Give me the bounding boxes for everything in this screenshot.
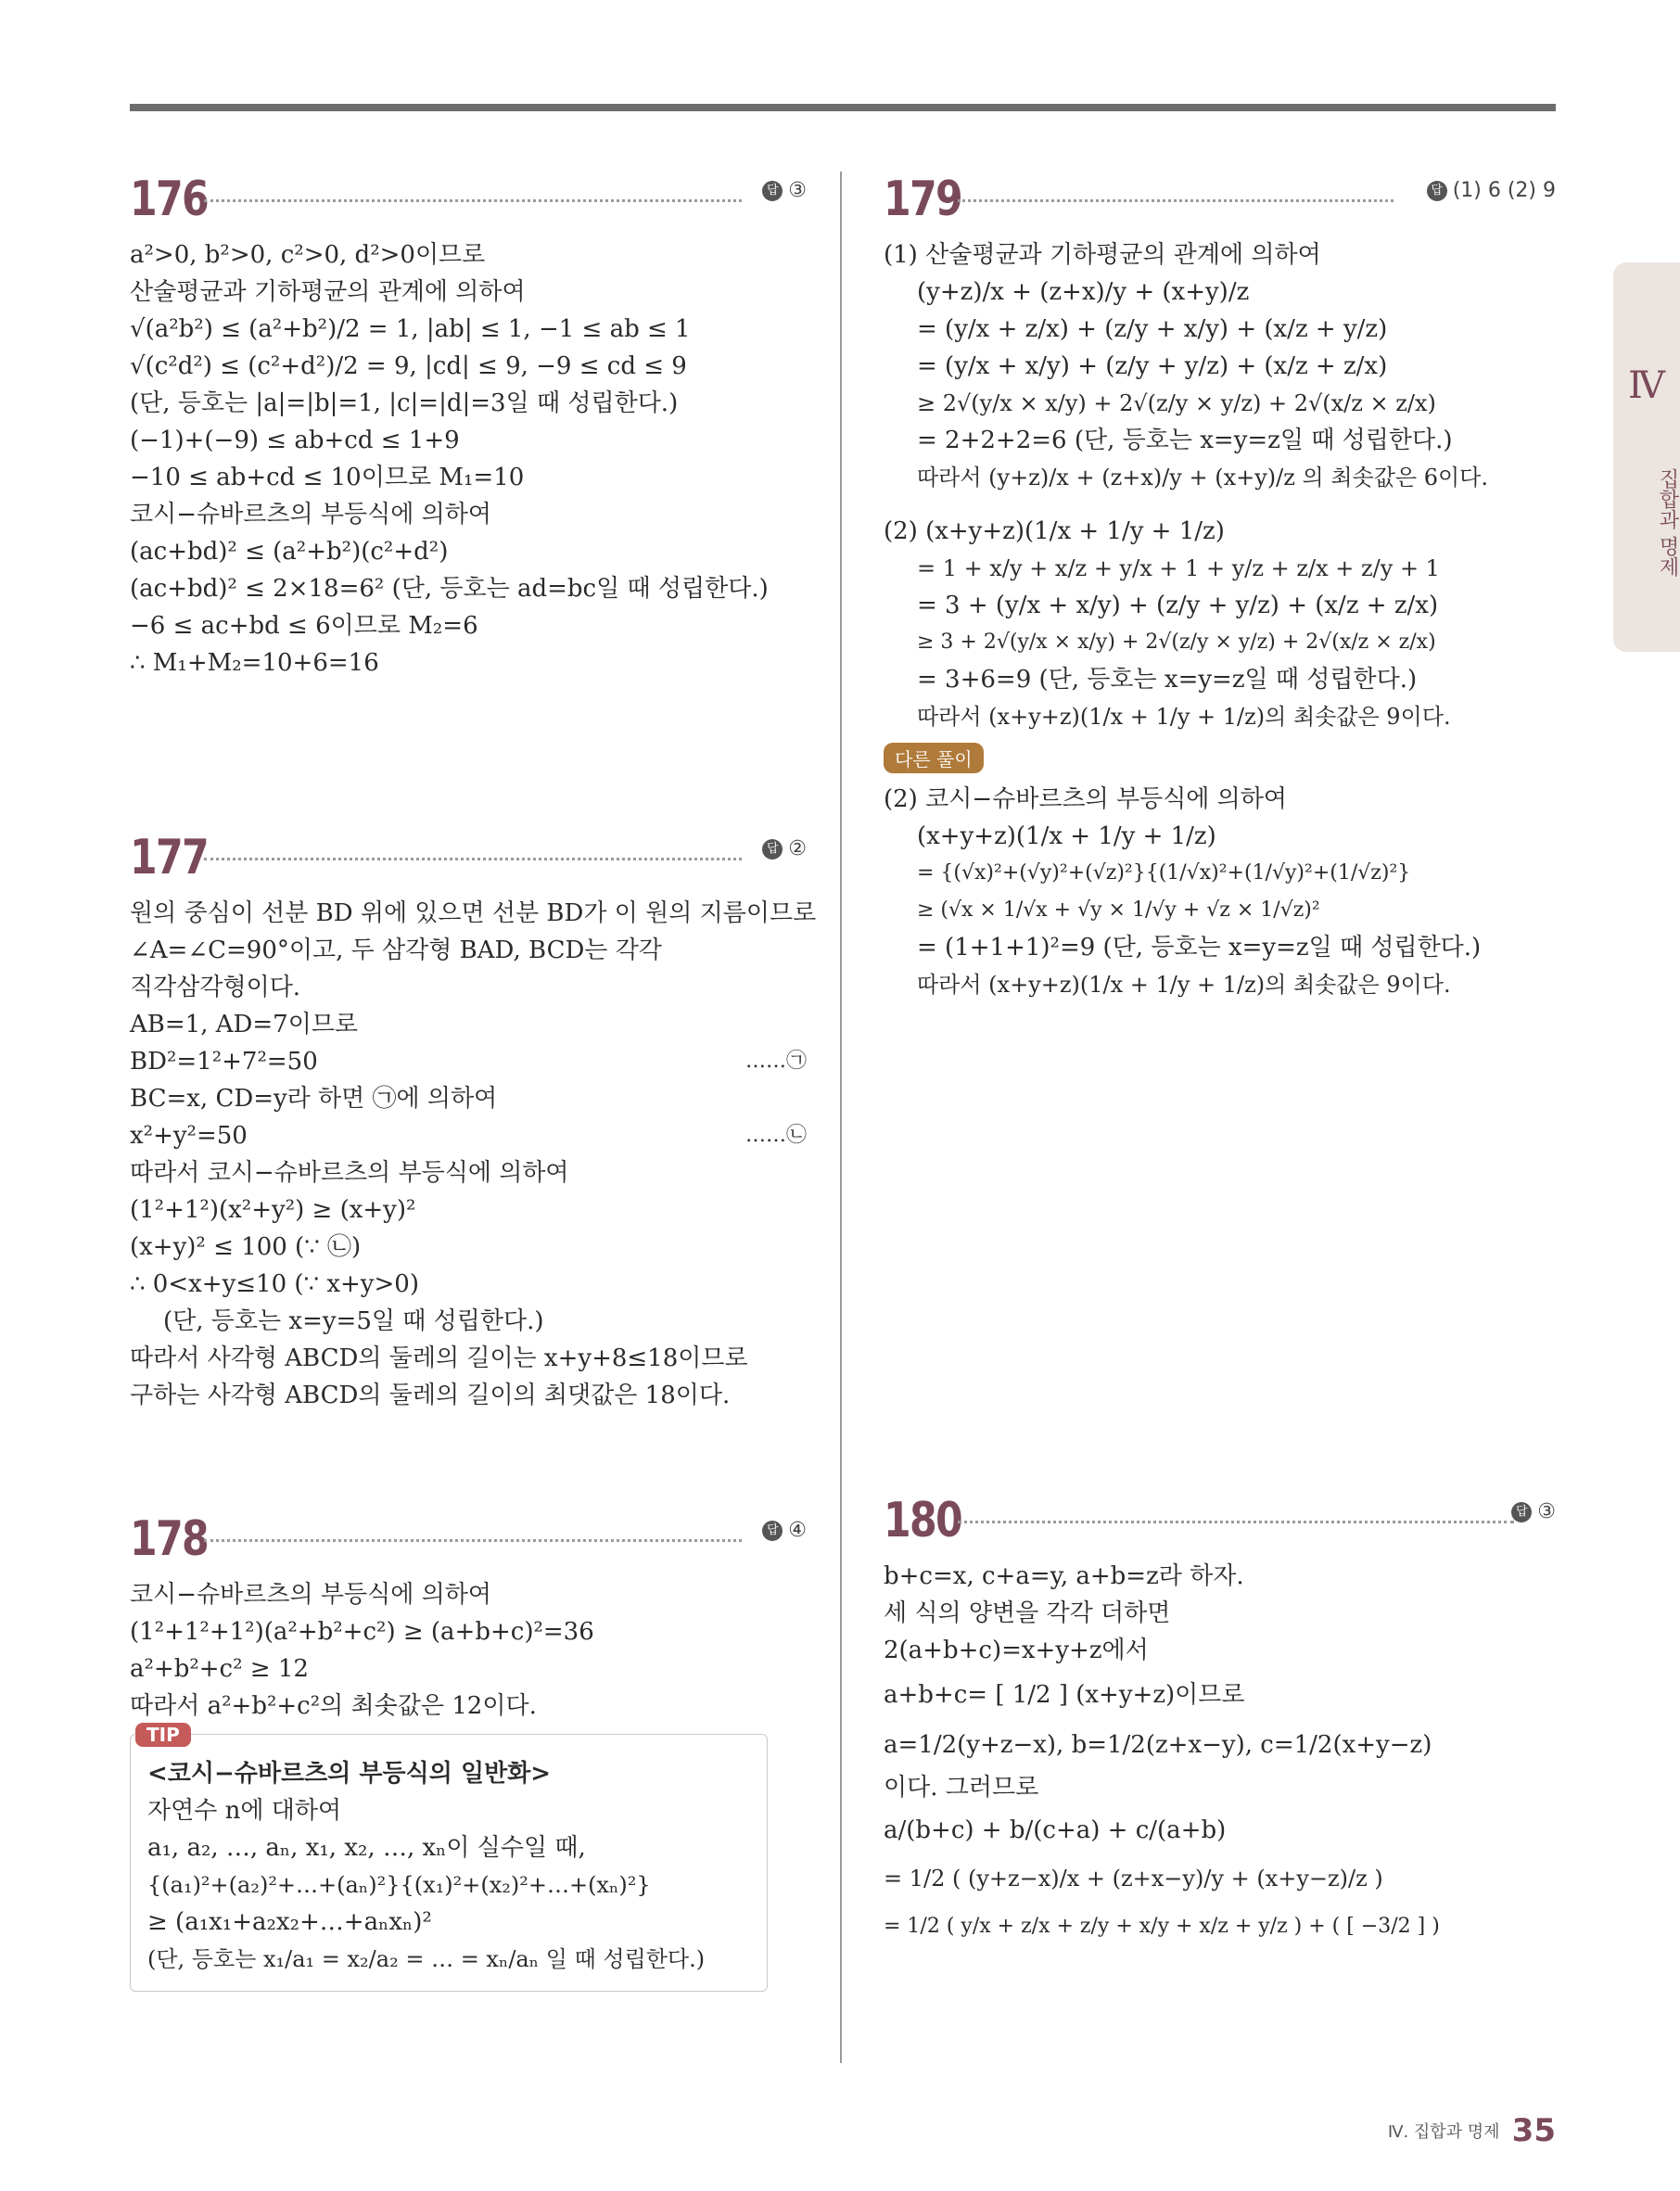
solution-line: 구하는 사각형 ABCD의 둘레의 길이의 최댓값은 18이다. bbox=[130, 1382, 731, 1409]
solution-line: √(a²b²) ≤ (a²+b²)/2 = 1, |ab| ≤ 1, −1 ≤ ab ≤ 1 bbox=[130, 315, 691, 343]
solution-line: = (y/x + z/x) + (z/y + x/y) + (x/z + y/z) bbox=[917, 315, 1388, 343]
footer-section: Ⅳ. 집합과 명제 bbox=[1387, 2122, 1500, 2142]
solution-line: 따라서 (y+z)/x + (z+x)/y + (x+y)/z 의 최솟값은 6이다. bbox=[917, 465, 1488, 490]
solution-line: BC=x, CD=y라 하면 ㉠에 의하여 bbox=[130, 1085, 498, 1113]
solution-line: 직각삼각형이다. bbox=[130, 974, 301, 1001]
solution-line: 이다. 그러므로 bbox=[884, 1774, 1039, 1802]
solution-line: −6 ≤ ac+bd ≤ 6이므로 M₂=6 bbox=[130, 612, 478, 640]
equation-mark: ……㉠ bbox=[745, 1050, 807, 1073]
solution-line: (y+z)/x + (z+x)/y + (x+y)/z bbox=[917, 278, 1250, 306]
problem-number: 180 bbox=[884, 1493, 962, 1548]
solution-line: 2(a+b+c)=x+y+z에서 bbox=[884, 1637, 1149, 1664]
solution-line: = {(√x)²+(√y)²+(√z)²}{(1/√x)²+(1/√y)²+(1/√z)²} bbox=[917, 861, 1411, 885]
page-footer bbox=[1388, 2112, 1556, 2149]
solution-line: ∴ 0<x+y≤10 (∵ x+y>0) bbox=[130, 1270, 419, 1298]
answer-label: 답 ③ bbox=[1511, 1500, 1556, 1523]
solution-line: = 3 + (y/x + x/y) + (z/y + y/z) + (x/z + z/x) bbox=[917, 592, 1439, 619]
problem-number: 179 bbox=[884, 172, 962, 227]
answer-label: 답 (1) 6 (2) 9 bbox=[1427, 179, 1556, 202]
solution-line: ≥ 3 + 2√(y/x × x/y) + 2√(z/y × y/z) + 2√(x/z × z/x) bbox=[917, 631, 1436, 654]
solution-line: 코시−슈바르츠의 부등식에 의하여 bbox=[130, 1581, 491, 1609]
solution-line: b+c=x, c+a=y, a+b=z라 하자. bbox=[884, 1562, 1244, 1590]
tip-line: a₁, a₂, …, aₙ, x₁, x₂, …, xₙ이 실수일 때, bbox=[147, 1834, 586, 1862]
chapter-numeral: Ⅳ bbox=[1628, 364, 1665, 407]
solution-line: (1²+1²+1²)(a²+b²+c²) ≥ (a+b+c)²=36 bbox=[130, 1618, 594, 1646]
alt-solution-badge: 다른 풀이 bbox=[884, 743, 984, 773]
problem-176 bbox=[130, 172, 807, 682]
answer-icon: 답 bbox=[762, 839, 783, 860]
problem-180 bbox=[884, 1493, 1556, 1951]
leader-dots bbox=[204, 1539, 742, 1542]
problem-177 bbox=[130, 830, 817, 1414]
problem-number: 176 bbox=[130, 172, 209, 227]
answer-icon: 답 bbox=[1511, 1502, 1532, 1522]
solution-line: ≥ 2√(y/x × x/y) + 2√(z/y × y/z) + 2√(x/z × z/x) bbox=[917, 390, 1436, 416]
tip-line: 자연수 n에 대하여 bbox=[147, 1797, 342, 1825]
solution-line: 코시−슈바르츠의 부등식에 의하여 bbox=[130, 501, 491, 529]
answer-icon: 답 bbox=[1427, 181, 1447, 201]
solution-line: 따라서 (x+y+z)(1/x + 1/y + 1/z)의 최솟값은 9이다. bbox=[917, 972, 1451, 998]
tip-line: <코시−슈바르츠의 부등식의 일반화> bbox=[147, 1760, 552, 1788]
solution-line: (ac+bd)² ≤ (a²+b²)(c²+d²) bbox=[130, 538, 449, 566]
answer-label: 답 ④ bbox=[762, 1519, 807, 1542]
column-divider bbox=[840, 172, 842, 2063]
solution-line: −10 ≤ ab+cd ≤ 10이므로 M₁=10 bbox=[130, 464, 525, 491]
tip-line: {(a₁)²+(a₂)²+…+(aₙ)²}{(x₁)²+(x₂)²+…+(xₙ)²} bbox=[147, 1872, 651, 1898]
solution-line: 따라서 (x+y+z)(1/x + 1/y + 1/z)의 최솟값은 9이다. bbox=[917, 704, 1451, 730]
solution-line: a+b+c= [ 1/2 ] (x+y+z)이므로 bbox=[884, 1681, 1245, 1709]
solution-line: (1²+1²)(x²+y²) ≥ (x+y)² bbox=[130, 1196, 416, 1224]
leader-dots bbox=[958, 1521, 1514, 1523]
chapter-label: 집합과 명제 bbox=[1656, 467, 1679, 577]
leader-dots bbox=[204, 199, 742, 202]
solution-line: 산술평균과 기하평균의 관계에 의하여 bbox=[130, 278, 526, 306]
solution-line: ≥ (√x × 1/√x + √y × 1/√y + √z × 1/√z)² bbox=[917, 898, 1320, 922]
solution-line: 원의 중심이 선분 BD 위에 있으면 선분 BD가 이 원의 지름이므로 bbox=[130, 899, 817, 927]
solution-line: (단, 등호는 |a|=|b|=1, |c|=|d|=3일 때 성립한다.) bbox=[130, 389, 679, 417]
leader-dots bbox=[204, 858, 742, 860]
page-number: 35 bbox=[1511, 2112, 1556, 2149]
problem-number: 178 bbox=[130, 1511, 209, 1567]
answer-icon: 답 bbox=[762, 181, 783, 201]
solution-line: (1) 산술평균과 기하평균의 관계에 의하여 bbox=[884, 241, 1321, 269]
solution-line: = 1 + x/y + x/z + y/x + 1 + y/z + z/x + z/y + 1 bbox=[917, 555, 1440, 581]
solution-line: ∠A=∠C=90°이고, 두 삼각형 BAD, BCD는 각각 bbox=[130, 936, 662, 964]
solution-line: ∴ M₁+M₂=10+6=16 bbox=[130, 649, 379, 677]
solution-line: = 1/2 ( (y+z−x)/x + (z+x−y)/y + (x+y−z)/z ) bbox=[884, 1866, 1383, 1892]
solution-line: (ac+bd)² ≤ 2×18=6² (단, 등호는 ad=bc일 때 성립한다.) bbox=[130, 575, 769, 603]
tip-line: ≥ (a₁x₁+a₂x₂+…+aₙxₙ)² bbox=[147, 1908, 432, 1936]
chapter-tab bbox=[1613, 262, 1680, 652]
solution-line: a²>0, b²>0, c²>0, d²>0이므로 bbox=[130, 241, 486, 269]
problem-179 bbox=[884, 172, 1556, 1003]
solution-line: √(c²d²) ≤ (c²+d²)/2 = 9, |cd| ≤ 9, −9 ≤ cd ≤ 9 bbox=[130, 352, 687, 380]
solution-line: (2) 코시−슈바르츠의 부등식에 의하여 bbox=[884, 785, 1288, 813]
solution-line: a=1/2(y+z−x), b=1/2(z+x−y), c=1/2(x+y−z) bbox=[884, 1731, 1432, 1759]
solution-line: = 1/2 ( y/x + z/x + z/y + x/y + x/z + y/z ) + ( [ −3/2 ] ) bbox=[884, 1915, 1440, 1938]
tip-box bbox=[130, 1724, 807, 1992]
solution-line: (2) (x+y+z)(1/x + 1/y + 1/z) bbox=[884, 517, 1225, 545]
tip-line: (단, 등호는 x₁/a₁ = x₂/a₂ = … = xₙ/aₙ 일 때 성립한다.) bbox=[147, 1946, 706, 1972]
solution-line: = (y/x + x/y) + (z/y + y/z) + (x/z + z/x) bbox=[917, 352, 1388, 380]
top-rule bbox=[130, 104, 1556, 111]
solution-line: (단, 등호는 x=y=5일 때 성립한다.) bbox=[163, 1307, 544, 1335]
solution-line: 따라서 코시−슈바르츠의 부등식에 의하여 bbox=[130, 1159, 569, 1187]
problem-178 bbox=[130, 1511, 807, 1992]
solution-line: (x+y+z)(1/x + 1/y + 1/z) bbox=[917, 822, 1216, 850]
answer-label: 답 ③ bbox=[762, 179, 807, 202]
problem-number: 177 bbox=[130, 830, 209, 885]
solution-line: 따라서 a²+b²+c²의 최솟값은 12이다. bbox=[130, 1692, 537, 1720]
equation-mark: ……㉡ bbox=[745, 1124, 807, 1147]
solution-line: 따라서 사각형 ABCD의 둘레의 길이는 x+y+8≤18이므로 bbox=[130, 1344, 748, 1372]
answer-icon: 답 bbox=[762, 1521, 783, 1541]
solution-line: = 3+6=9 (단, 등호는 x=y=z일 때 성립한다.) bbox=[917, 666, 1418, 694]
solution-line: BD²=1²+7²=50 ……㉠ bbox=[130, 1043, 807, 1080]
solution-line: (−1)+(−9) ≤ ab+cd ≤ 1+9 bbox=[130, 427, 460, 454]
solution-line: AB=1, AD=7이므로 bbox=[130, 1011, 359, 1038]
leader-dots bbox=[958, 199, 1394, 202]
answer-label: 답 ② bbox=[762, 837, 807, 860]
solution-line: = 2+2+2=6 (단, 등호는 x=y=z일 때 성립한다.) bbox=[917, 427, 1453, 454]
solution-line: a²+b²+c² ≥ 12 bbox=[130, 1655, 309, 1683]
solution-line: (x+y)² ≤ 100 (∵ ㉡) bbox=[130, 1233, 362, 1261]
solution-line: x²+y²=50 ……㉡ bbox=[130, 1117, 807, 1154]
tip-label: TIP bbox=[135, 1723, 191, 1747]
solution-line: a/(b+c) + b/(c+a) + c/(a+b) bbox=[884, 1816, 1227, 1844]
solution-line: 세 식의 양변을 각각 더하면 bbox=[884, 1599, 1171, 1627]
solution-line: = (1+1+1)²=9 (단, 등호는 x=y=z일 때 성립한다.) bbox=[917, 934, 1482, 962]
